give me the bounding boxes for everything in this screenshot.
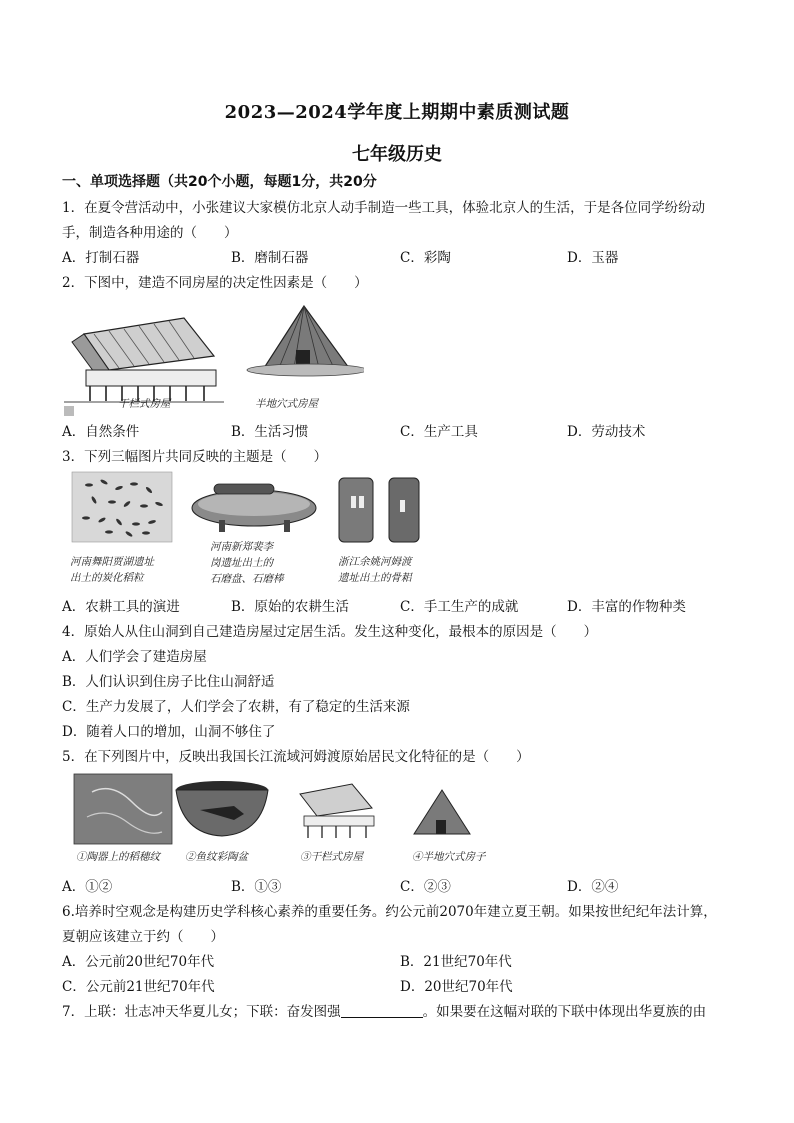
q2-caption-stilt: 干栏式房屋: [118, 398, 171, 410]
q6-option-c: C．公元前21世纪70年代: [62, 979, 215, 995]
q3-option-a: A．农耕工具的演进: [62, 599, 180, 615]
q3-option-d: D．丰富的作物种类: [567, 599, 686, 615]
q6-option-a: A．公元前20世纪70年代: [62, 954, 215, 970]
exam-subtitle: 七年级历史: [352, 144, 442, 165]
q2-stem: 2．下图中，建造不同房屋的决定性因素是（ ）: [62, 275, 368, 291]
fish-pattern-basin-photo: [176, 781, 268, 836]
q3-caption2-line2: 岗遗址出土的: [210, 557, 273, 569]
q5-caption4: ④半地穴式房子: [412, 851, 486, 863]
q6-option-b: B．21世纪70年代: [400, 954, 512, 970]
grinding-stone-photo: [192, 484, 316, 532]
q2-option-d: D．劳动技术: [567, 424, 646, 440]
q1-stem-line1: 1．在夏令营活动中，小张建议大家模仿北京人动手制造一些工具，体验北京人的生活，于是各位同学纷纷动: [62, 200, 706, 216]
q6-option-d: D．20世纪70年代: [400, 979, 513, 995]
q3-caption2-line1: 河南新郑裴李: [210, 541, 273, 553]
q1-option-d: D．玉器: [567, 250, 619, 266]
q7-stem-post: 。如果要在这幅对联的下联中体现出华夏族的由: [422, 1004, 707, 1020]
q1-stem-line2: 手，制造各种用途的（ ）: [62, 225, 238, 241]
pit-house-photo: [414, 790, 470, 834]
q3-option-c: C．手工生产的成就: [400, 599, 519, 615]
q1-option-b: B．磨制石器: [231, 250, 309, 266]
q2-house-figures: [64, 298, 364, 416]
q5-figures: [72, 772, 472, 850]
stilt-house-illustration: [64, 318, 224, 402]
q5-caption1: ①陶器上的稻穗纹: [76, 851, 160, 863]
q3-caption3-line2: 遗址出土的骨耜: [338, 572, 412, 584]
stilt-house-photo: [300, 784, 374, 838]
rice-pattern-pottery-photo: [74, 774, 172, 844]
q5-option-c: C．②③: [400, 879, 451, 895]
q2-caption-pit: 半地穴式房屋: [255, 398, 318, 410]
q3-caption1-line1: 河南舞阳贾湖遗址: [70, 556, 154, 568]
q5-option-d: D．②④: [567, 879, 619, 895]
q3-stem: 3．下列三幅图片共同反映的主题是（ ）: [62, 449, 328, 465]
q6-stem-line1: 6.培养时空观念是构建历史学科核心素养的重要任务。约公元前2070年建立夏王朝。如果按世纪纪年法计算，: [62, 904, 717, 920]
q3-caption3-line1: 浙江余姚河姆渡: [338, 556, 412, 568]
q5-option-b: B．①③: [231, 879, 282, 895]
q5-stem: 5．在下列图片中，反映出我国长江流域河姆渡原始居民文化特征的是（ ）: [62, 749, 530, 765]
q3-caption1-line2: 出土的炭化稻粒: [70, 572, 144, 584]
section-heading: 一、单项选择题（共20个小题，每题1分，共20分: [62, 174, 377, 190]
q5-option-a: A．①②: [62, 879, 113, 895]
q7-answer-blank: [341, 1003, 423, 1018]
q1-option-c: C．彩陶: [400, 250, 451, 266]
q4-option-b: B．人们认识到住房子比住山洞舒适: [62, 674, 275, 690]
q7-stem: [62, 1002, 706, 1022]
q5-caption3: ③干栏式房屋: [300, 851, 363, 863]
rice-grain-photo: [72, 472, 172, 542]
q5-caption2: ②鱼纹彩陶盆: [185, 851, 248, 863]
q2-option-a: A．自然条件: [62, 424, 140, 440]
q4-option-d: D．随着人口的增加，山洞不够住了: [62, 724, 276, 740]
q7-stem-pre: 7．上联：壮志冲天华夏儿女；下联：奋发图强: [62, 1004, 341, 1020]
pit-house-illustration: [247, 306, 364, 376]
q4-option-c: C．生产力发展了，人们学会了农耕，有了稳定的生活来源: [62, 699, 410, 715]
bone-spade-photo: [339, 478, 419, 542]
q3-option-b: B．原始的农耕生活: [231, 599, 349, 615]
q3-caption2-line3: 石磨盘、石磨棒: [210, 573, 284, 585]
q1-option-a: A．打制石器: [62, 250, 140, 266]
q2-option-b: B．生活习惯: [231, 424, 309, 440]
q6-stem-line2: 夏朝应该建立于约（ ）: [62, 929, 224, 945]
q2-option-c: C．生产工具: [400, 424, 478, 440]
q4-stem: 4．原始人从住山洞到自己建造房屋过定居生活。发生这种变化，最根本的原因是（ ）: [62, 624, 598, 640]
exam-title: 2023—2024学年度上期期中素质测试题: [224, 102, 570, 123]
q4-option-a: A．人们学会了建造房屋: [62, 649, 207, 665]
